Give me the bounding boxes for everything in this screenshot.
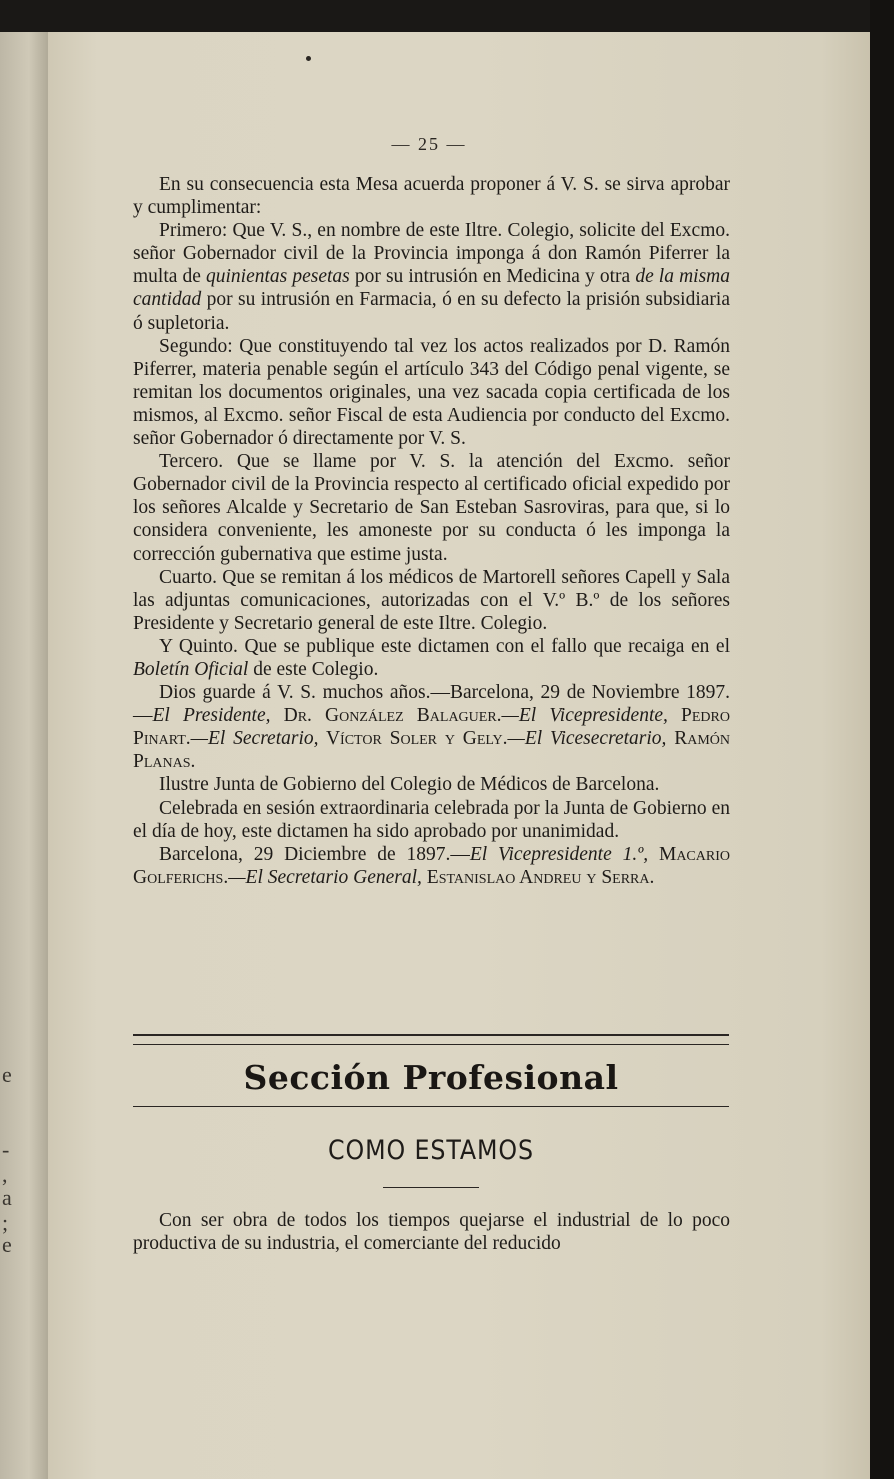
section-divider [133,1034,729,1045]
paragraph-closing: Barcelona, 29 Diciembre de 1897.—El Vicepresidente 1.º, Macario Golferichs.—El Secretario General, Estanislao Andreu y Serra. [133,843,730,888]
paragraph: Celebrada en sesión extraordinaria celebrada por la Junta de Gobierno en el día de hoy, este dictamen ha sido aprobado por unanimidad. [133,797,730,842]
adjacent-page-fragment: e [2,1062,12,1087]
ink-speck [306,56,311,61]
scan-border [870,0,894,1479]
adjacent-page-strip [0,32,48,1479]
section-title: Sección Profesional [243,1058,619,1097]
paragraph: Ilustre Junta de Gobierno del Colegio de Médicos de Barcelona. [159,774,660,796]
paragraph-primero: Primero: Que V. S., en nombre de este Iltre. Colegio, solicite del Excmo. señor Gobernador civil de la Provincia imponga á don Ramón Piferrer la multa de quinientas pesetas por su intrusión en Medicina y otra de la misma cantidad por su intrusión en Farmacia, ó en su defecto la prisión subsidiaria ó supletoria. [133,220,730,334]
dictamen-text [133,173,730,889]
page-number: — 25 — [391,134,467,154]
paragraph-tercero: Tercero. Que se llame por V. S. la atención del Excmo. señor Gobernador civil de la Provincia respecto al certificado oficial expedido por los señores Alcalde y Secretario de San Esteban Sasroviras, para que, si lo considera conveniente, les amoneste por su conducta ó les imponga la corrección gubernativa que estime justa. [133,451,730,565]
paragraph-signatures: Dios guarde á V. S. muchos años.—Barcelona, 29 de Noviembre 1897.—El Presidente, Dr. González Balaguer.—El Vicepresidente, Pedro Pinart.—El Secretario, Víctor Soler y Gely.—El Vicesecretario, Ramón Planas. [133,682,730,773]
adjacent-page-fragment: - [2,1137,10,1162]
adjacent-page-fragment: , [2,1162,8,1187]
title-rule [383,1187,479,1188]
adjacent-page-fragment: e [2,1232,12,1257]
paragraph: Con ser obra de todos los tiempos quejarse el industrial de lo poco productiva de su industria, el comerciante del reducido [133,1210,730,1255]
paragraph-quinto: Y Quinto. Que se publique este dictamen con el fallo que recaiga en el Boletín Oficial de este Colegio. [133,635,730,680]
adjacent-page-fragment: ; [2,1210,9,1235]
adjacent-page-fragment: a [2,1185,12,1210]
article-body [133,1209,730,1255]
paragraph-cuarto: Cuarto. Que se remitan á los médicos de Martorell señores Capell y Sala las adjuntas comunicaciones, autorizadas con el V.º B.º de los señores Presidente y Secretario general de este Iltre. Colegio. [133,566,730,634]
article-title: COMO ESTAMOS [328,1135,534,1166]
section-underline [133,1106,729,1107]
paragraph: En su consecuencia esta Mesa acuerda proponer á V. S. se sirva aprobar y cumplimentar: [133,174,730,219]
paragraph-segundo: Segundo: Que constituyendo tal vez los actos realizados por D. Ramón Piferrer, materia penable según el artículo 343 del Código penal vigente, se remitan los documentos originales, una vez sacada copia certificada de los mismos, al Excmo. señor Fiscal de esta Audiencia por conducto del Excmo. señor Gobernador ó directamente por V. S. [133,335,730,450]
